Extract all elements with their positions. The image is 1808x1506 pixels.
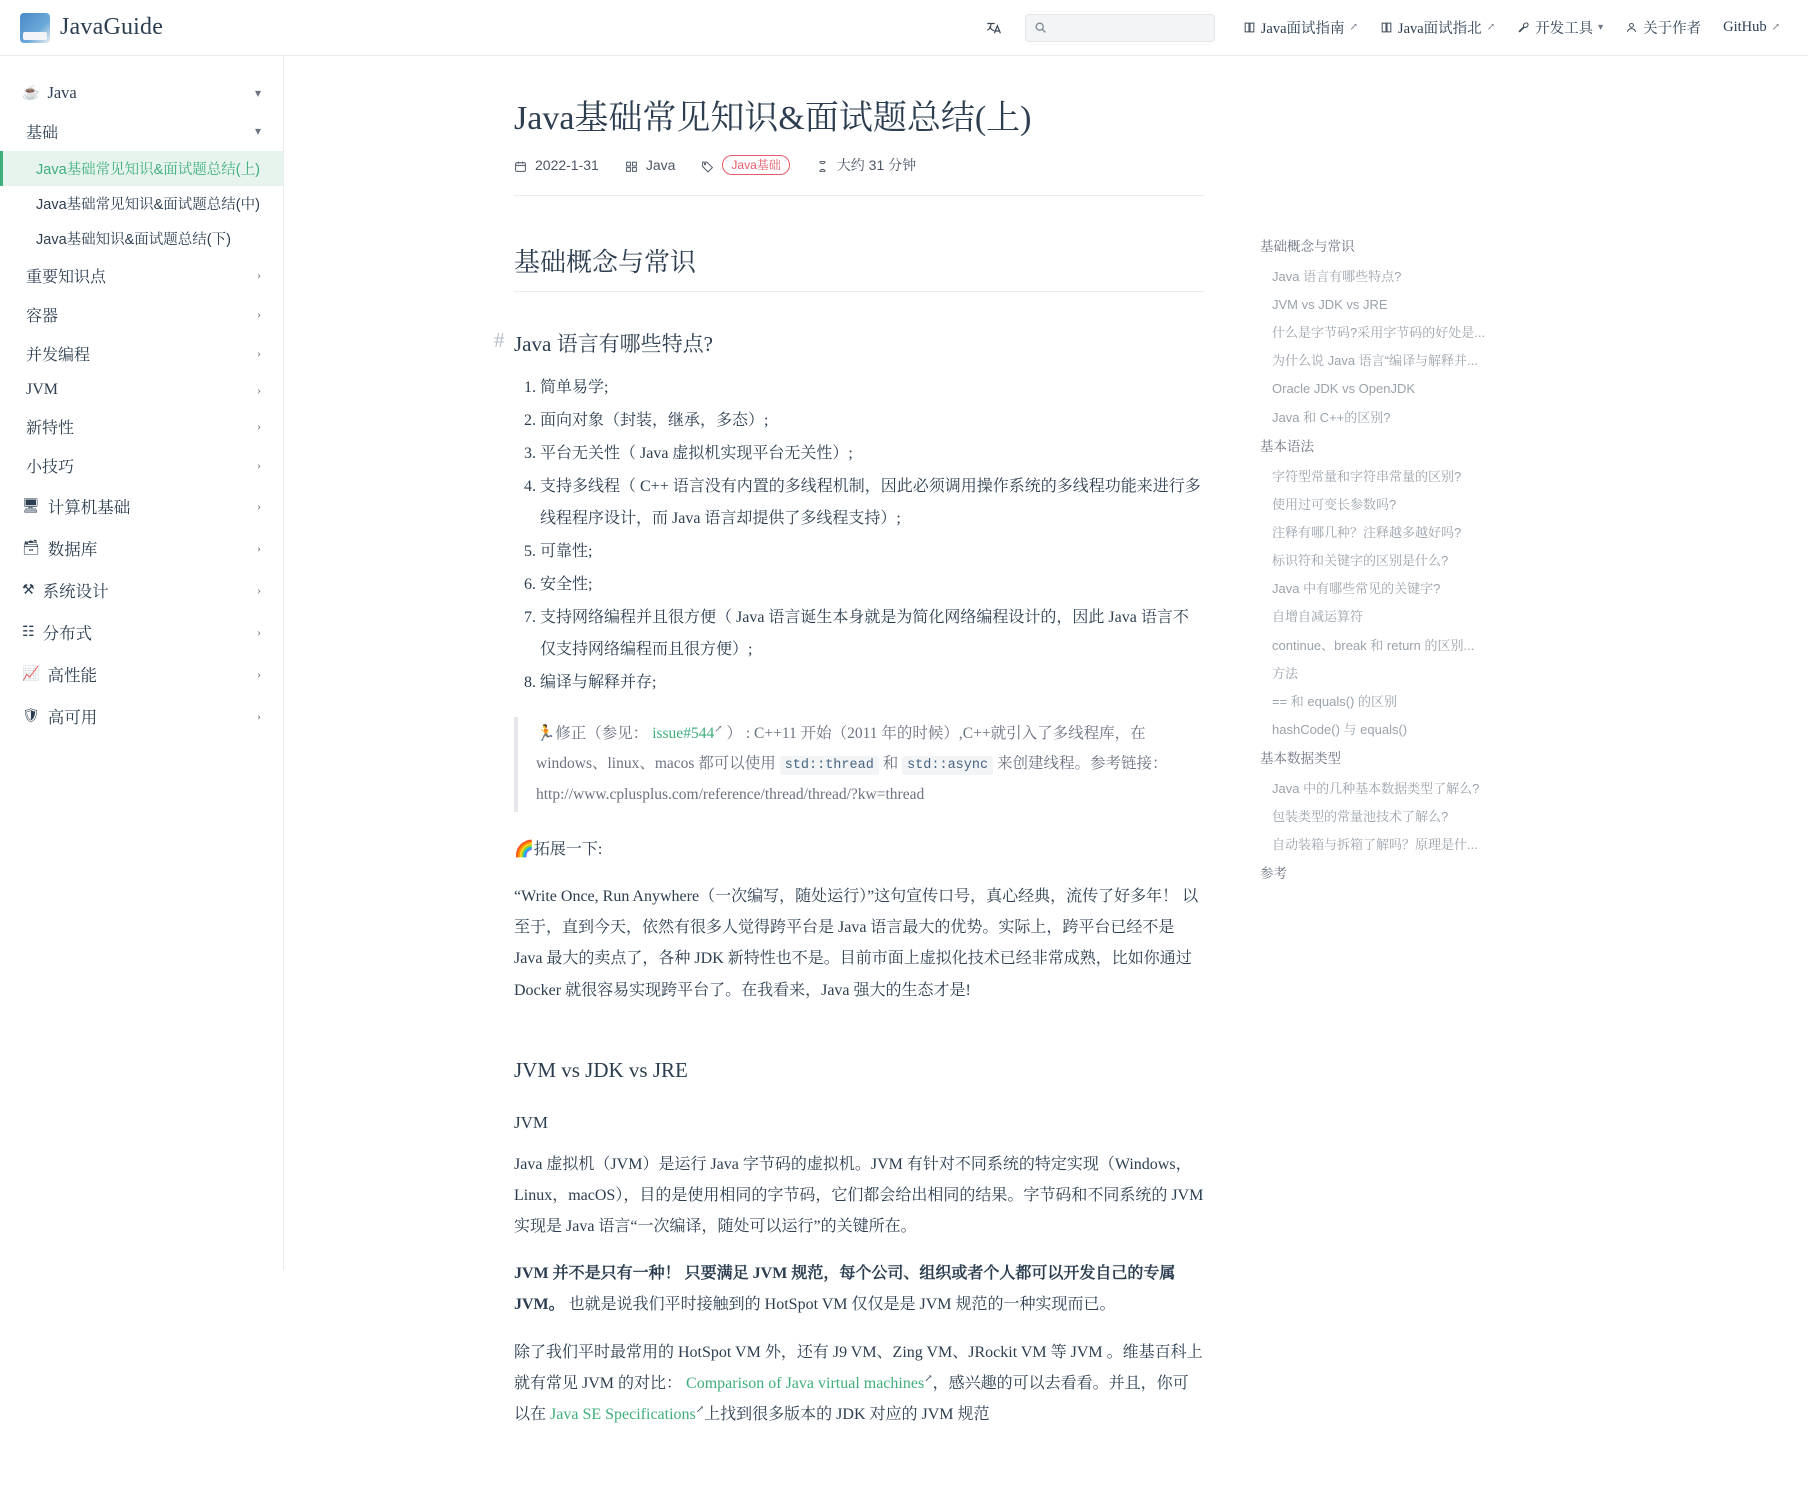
nav-item-dev-tools[interactable] xyxy=(1517,17,1603,38)
link-java-se-specifications[interactable]: Java SE Specifications xyxy=(550,1406,696,1423)
expand-paragraph: “Write Once, Run Anywhere（一次编写，随处运行）”这句宣传口号，真心经典，流传了好多年！ 以至于，直到今天，依然有很多人觉得跨平台是 Java 语言最大的优势。实际上，跨平台已经不是 Java 最大的卖点了，各种 JDK 新特性也不是。目前市面上虚拟化技术已经非常成熟，比如你通过 Docker 就很容易实现跨平台了。在我看来，Java 强大的生态才是! xyxy=(514,887,1199,999)
chevron-right-icon: › xyxy=(257,666,261,681)
sidebar-item-new-features[interactable] xyxy=(0,407,283,446)
sidebar-item-jvm[interactable] xyxy=(0,373,283,407)
network-icon: ☷ xyxy=(22,624,35,640)
external-link-icon: ↗ xyxy=(1771,22,1780,33)
nav-item-java-interview-north[interactable] xyxy=(1380,17,1495,38)
toc-item[interactable]: 基本语法 xyxy=(1260,438,1314,454)
table-of-contents xyxy=(1244,56,1534,1506)
chevron-right-icon: › xyxy=(257,498,261,513)
toc-item[interactable]: 使用过可变长参数吗? xyxy=(1272,496,1397,512)
java-features-list xyxy=(514,372,1204,699)
chevron-right-icon: › xyxy=(257,268,261,282)
toc-list xyxy=(1254,232,1514,890)
toc-item[interactable]: Java 中的几种基本数据类型了解么? xyxy=(1272,781,1480,797)
sidebar-item-tips[interactable] xyxy=(0,446,283,485)
monitor-icon: 🖥 xyxy=(22,498,40,514)
sidebar-item-label: JVM xyxy=(26,381,59,398)
search-icon xyxy=(1034,19,1047,36)
toc-item[interactable]: 注释有哪几种？注释越多越好吗? xyxy=(1272,524,1462,540)
sidebar-item-label: 小技巧 xyxy=(26,459,75,476)
chevron-right-icon: › xyxy=(257,382,261,397)
sidebar-item-label: 分布式 xyxy=(42,624,93,643)
navbar-actions xyxy=(985,14,1788,42)
section-heading-basics: 基础概念与常识 xyxy=(514,242,1204,292)
chevron-down-icon: ▾ xyxy=(1598,22,1604,33)
sidebar-item-collections[interactable] xyxy=(0,295,283,334)
page-title: Java基础常见知识&面试题总结(上) xyxy=(514,100,1032,137)
site-title[interactable]: JavaGuide xyxy=(60,14,164,40)
nav-item-label: Java面试指南 xyxy=(1260,21,1345,37)
sidebar-item-label: 新特性 xyxy=(26,420,75,437)
correction-prefix: 🏃修正（参见： xyxy=(536,725,649,742)
heading-jvm: JVM xyxy=(514,1112,549,1132)
nav-item-label: 开发工具 xyxy=(1535,21,1594,37)
sidebar-item-important-points[interactable] xyxy=(0,256,283,295)
list-item: 3. 平台无关性（ Java 虚拟机实现平台无关性）; xyxy=(540,438,1204,470)
chevron-down-icon: ▾ xyxy=(254,124,261,138)
sidebar-item-java[interactable] xyxy=(0,74,283,112)
correction-tail: 来创建线程。参考链接： xyxy=(996,755,1168,773)
book-icon xyxy=(1243,19,1256,36)
sidebar-item-label: 高性能 xyxy=(47,666,97,685)
site-logo-icon[interactable] xyxy=(20,13,50,43)
sidebar-item-label: 计算机基础 xyxy=(47,498,131,517)
chevron-right-icon: › xyxy=(257,307,261,321)
toc-item[interactable]: 标识符和关键字的区别是什么? xyxy=(1272,553,1449,569)
sidebar-item-label: 容器 xyxy=(26,308,59,325)
heading-label: Java 语言有哪些特点? xyxy=(514,332,713,356)
clock-icon xyxy=(816,157,829,173)
sidebar-item-label: 并发编程 xyxy=(26,347,91,364)
category-icon xyxy=(625,157,638,173)
code-std-async: std::async xyxy=(902,756,993,775)
wrench-icon xyxy=(1517,19,1530,36)
list-item: 4. 支持多线程（ C++ 语言没有内置的多线程机制，因此必须调用操作系统的多线程功能来进行多线程程序设计，而 Java 语言却提供了多线程支持）; xyxy=(540,471,1204,535)
external-link-icon: ↗ xyxy=(1486,22,1496,33)
nav-item-java-interview-guide[interactable] xyxy=(1243,17,1358,38)
sidebar-item-high-performance[interactable] xyxy=(0,653,283,695)
correction-text: ） : C++11 开始（2011 年的时候）,C++就引入了多线程库，在 windows、linux、macos 都可以使用 xyxy=(536,725,1146,773)
toc-item[interactable]: 包装类型的常量池技术了解么? xyxy=(1272,809,1449,825)
external-link-icon: ↗ xyxy=(714,723,723,735)
article-meta xyxy=(514,155,1204,196)
sidebar-item-label: 高可用 xyxy=(47,708,98,727)
toc-item[interactable]: 基本数据类型 xyxy=(1260,751,1341,767)
reading-time: 大约 31 分钟 xyxy=(836,157,917,173)
content-wrapper xyxy=(284,56,1808,1506)
correction-blockquote xyxy=(514,717,1204,812)
jvm-paragraph-3-tail: 上找到很多版本的 JDK 对应的 JVM 规范 xyxy=(704,1406,990,1423)
correction-mid: 和 xyxy=(882,755,899,773)
chevron-right-icon: › xyxy=(257,624,261,639)
toc-item[interactable]: JVM vs JDK vs JRE xyxy=(1272,297,1388,313)
sidebar-item-high-availability[interactable] xyxy=(0,695,283,737)
sidebar-link-java-basics-part3[interactable]: Java基础知识&面试题总结(下) xyxy=(36,232,231,248)
nav-item-github[interactable] xyxy=(1723,19,1780,36)
sidebar-item-label: 基础 xyxy=(26,125,59,142)
toc-item[interactable]: Oracle JDK vs OpenJDK xyxy=(1272,381,1416,397)
publish-date: 2022-1-31 xyxy=(535,157,599,173)
chevron-right-icon: › xyxy=(257,419,261,433)
navbar xyxy=(0,0,1808,56)
sidebar xyxy=(0,56,284,1270)
toc-item[interactable]: Java 中有哪些常见的关键字? xyxy=(1272,581,1441,597)
book-icon xyxy=(1380,19,1393,36)
category-label[interactable]: Java xyxy=(645,157,676,173)
sidebar-item-basics[interactable] xyxy=(0,112,283,151)
coffee-icon: ☕ xyxy=(22,85,40,101)
toc-item[interactable]: continue、break 和 return 的区别... xyxy=(1272,637,1475,653)
chevron-right-icon: › xyxy=(257,582,261,597)
jvm-paragraph-2-strong: JVM 并不是只有一种！ 只要满足 JVM 规范，每个公司、组织或者个人都可以开发自己的专属 JVM。 xyxy=(514,1265,1176,1314)
toc-item[interactable]: 为什么说 Java 语言“编译与解释并... xyxy=(1272,353,1478,369)
tag-icon xyxy=(701,157,714,173)
status-badge[interactable]: Java基础 xyxy=(722,155,789,175)
list-item: 8. 编译与解释并存; xyxy=(540,667,1204,699)
toc-item[interactable]: 字符型常量和字符串常量的区别? xyxy=(1272,468,1462,484)
nav-item-label: 关于作者 xyxy=(1643,21,1702,37)
chevron-right-icon: › xyxy=(257,346,261,360)
calendar-icon xyxy=(514,157,527,173)
heading-java-features xyxy=(494,328,1204,358)
external-link-icon: ↗ xyxy=(924,1373,933,1385)
list-item: 5. 可靠性; xyxy=(540,536,1204,568)
chevron-down-icon: ▾ xyxy=(254,85,261,100)
toc-item[interactable]: hashCode() 与 equals() xyxy=(1272,721,1408,737)
list-item: 7. 支持网络编程并且很方便（ Java 语言诞生本身就是为简化网络编程设计的，因此 Java 语言不仅支持网络编程而且很方便）; xyxy=(540,602,1204,666)
sidebar-item-label: 数据库 xyxy=(47,540,98,559)
toc-item[interactable]: 参考 xyxy=(1260,866,1287,882)
jvm-paragraph-2-rest: 也就是说我们平时接触到的 HotSpot VM 仅仅是是 JVM 规范的一种实现而已。 xyxy=(564,1296,1116,1314)
toc-item[interactable]: == 和 equals() 的区别 xyxy=(1272,693,1397,709)
nav-item-label: Java面试指北 xyxy=(1397,21,1482,37)
expand-label: 🌈拓展一下: xyxy=(514,840,603,858)
user-icon xyxy=(1625,19,1638,36)
toc-item[interactable]: 基础概念与常识 xyxy=(1260,239,1355,254)
toc-item[interactable]: 什么是字节码?采用字节码的好处是... xyxy=(1272,325,1486,341)
article xyxy=(284,56,1244,1506)
sidebar-item-computer-basics[interactable] xyxy=(0,485,283,527)
sitemap-icon: ⚒ xyxy=(22,582,35,598)
page-layout xyxy=(0,56,1808,1506)
code-std-thread: std::thread xyxy=(780,756,879,775)
external-link-icon: ↗ xyxy=(1349,22,1358,33)
search-input[interactable] xyxy=(1053,19,1206,36)
chevron-right-icon: › xyxy=(257,540,261,555)
jvm-paragraph-3-mid: ，感兴趣的可以去看看。并且，你可以在 xyxy=(514,1374,1189,1423)
sidebar-item-label: 重要知识点 xyxy=(26,269,107,286)
jvm-paragraph-3-pre: 除了我们平时最常用的 HotSpot VM 外，还有 J9 VM、Zing VM、JRockit VM 等 JVM 。维基百科上就有常见 JVM 的对比： xyxy=(514,1343,1203,1392)
sidebar-item-database[interactable] xyxy=(0,527,283,569)
reference-url: http://www.cplusplus.com/reference/thread/thread/?kw=thread xyxy=(536,785,925,803)
toc-item[interactable]: Java 语言有哪些特点? xyxy=(1272,268,1402,284)
list-item: 2. 面向对象（封装，继承，多态）; xyxy=(540,405,1204,437)
sidebar-item-label: 系统设计 xyxy=(42,582,109,601)
jvm-paragraph-2 xyxy=(514,1258,1204,1320)
sidebar-item-concurrency[interactable] xyxy=(0,334,283,373)
nav-item-about-author[interactable] xyxy=(1625,17,1701,38)
translate-icon[interactable] xyxy=(985,19,1003,37)
jvm-paragraph-1: Java 虚拟机（JVM）是运行 Java 字节码的虚拟机。JVM 有针对不同系统的特定实现（Windows，Linux，macOS），目的是使用相同的字节码，它们都会给出相同的结果。字节码和不同系统的 JVM 实现是 Java 语言“一次编译，随处可以运行”的关键所在。 xyxy=(514,1155,1204,1236)
toc-item[interactable]: Java 和 C++的区别? xyxy=(1272,409,1391,425)
sidebar-item-system-design[interactable] xyxy=(0,569,283,611)
list-item: 1. 简单易学; xyxy=(540,372,1204,404)
search-box[interactable] xyxy=(1025,14,1215,42)
sidebar-link-java-basics-part2[interactable]: Java基础常见知识&面试题总结(中) xyxy=(36,197,260,213)
jvm-paragraph-3 xyxy=(514,1337,1204,1431)
nav-item-label: GitHub xyxy=(1723,19,1767,35)
anchor-icon[interactable]: # xyxy=(494,328,505,352)
heading-jvm-jdk-jre: JVM vs JDK vs JRE xyxy=(514,1057,688,1082)
database-icon: 🗃 xyxy=(22,540,40,556)
toc-item[interactable]: 自动装箱与拆箱了解吗？原理是什... xyxy=(1272,837,1478,853)
toc-item[interactable]: 方法 xyxy=(1272,665,1299,681)
shield-icon: 🛡 xyxy=(22,708,40,724)
toc-item[interactable]: 自增自减运算符 xyxy=(1272,609,1364,625)
sidebar-item-label: Java xyxy=(47,83,77,102)
chart-icon: 📈 xyxy=(22,666,40,682)
list-item: 6. 安全性; xyxy=(540,569,1204,601)
chevron-right-icon: › xyxy=(257,708,261,723)
sidebar-item-distributed[interactable] xyxy=(0,611,283,653)
link-comparison-jvms[interactable]: Comparison of Java virtual machines xyxy=(686,1374,925,1392)
issue-link[interactable]: issue#544 xyxy=(652,725,715,742)
external-link-icon: ↗ xyxy=(695,1404,705,1416)
sidebar-link-java-basics-part1[interactable]: Java基础常见知识&面试题总结(上) xyxy=(0,151,283,186)
chevron-right-icon: › xyxy=(257,458,261,472)
